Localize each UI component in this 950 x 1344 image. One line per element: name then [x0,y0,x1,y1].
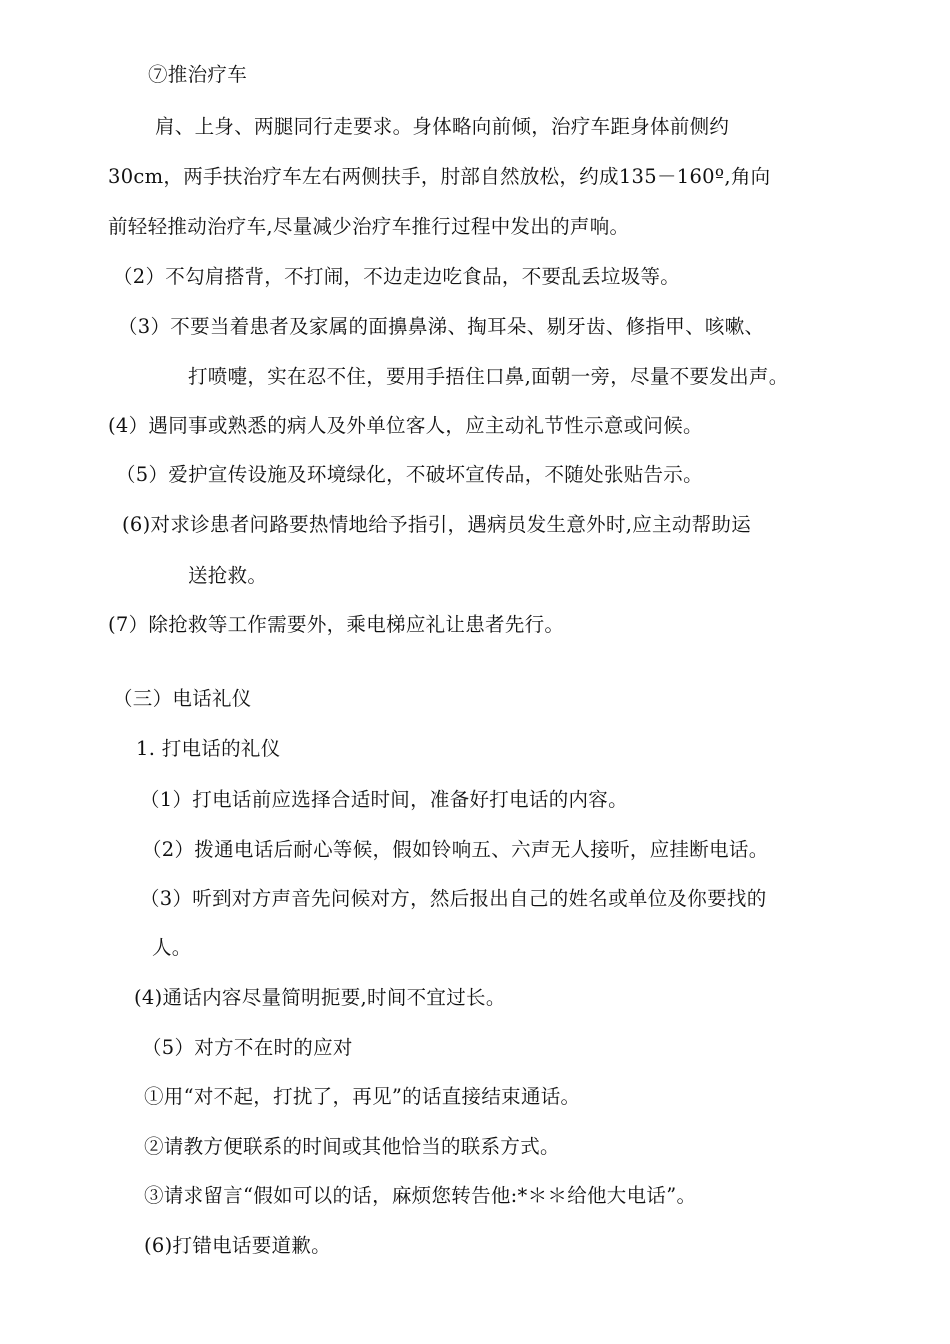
paragraph-cart-line-1: 肩、上身、两腿同行走要求。身体略向前倾，治疗车距身体前侧约 [155,115,730,138]
call-item-3-continued: 人。 [152,936,192,959]
call-item-2: （2）拨通电话后耐心等候，假如铃响五、六声无人接听，应挂断电话。 [142,838,769,861]
rule-item-3-continued: 打喷嚏，实在忍不住，要用手捂住口鼻,面朝一旁，尽量不要发出声。 [188,365,789,388]
call-item-3: （3）听到对方声音先问候对方，然后报出自己的姓名或单位及你要找的 [140,887,767,910]
paragraph-cart-line-3: 前轻轻推动治疗车,尽量减少治疗车推行过程中发出的声响。 [108,215,630,238]
call-item-5-sub-3: ③请求留言“假如可以的话，麻烦您转告他:*＊＊给他大电话”。 [144,1184,697,1207]
rule-item-3: （3）不要当着患者及家属的面擤鼻涕、掏耳朵、剔牙齿、修指甲、咳嗽、 [118,315,765,338]
rule-item-4: (4）遇同事或熟悉的病人及外单位客人，应主动礼节性示意或问候。 [108,414,703,437]
section-heading-phone: （三）电话礼仪 [113,687,252,710]
call-item-5-sub-2: ②请教方便联系的时间或其他恰当的联系方式。 [144,1135,560,1158]
rule-item-6: (6)对求诊患者问路要热情地给予指引，遇病员发生意外时,应主动帮助运 [122,513,752,536]
subsection-heading-calling: 1. 打电话的礼仪 [136,737,281,760]
rule-item-7: (7）除抢救等工作需要外，乘电梯应礼让患者先行。 [108,613,565,636]
call-item-4: (4)通话内容尽量简明扼要,时间不宜过长。 [134,986,506,1009]
rule-item-2: （2）不勾肩搭背，不打闹，不边走边吃食品，不要乱丢垃圾等。 [113,265,681,288]
call-item-5-sub-1: ①用“对不起，打扰了，再见”的话直接结束通话。 [144,1085,581,1108]
paragraph-cart-line-2: 30cm，两手扶治疗车左右两侧扶手，肘部自然放松，约成135－160º,角向 [108,165,771,188]
rule-item-5: （5）爱护宣传设施及环境绿化，不破坏宣传品，不随处张贴告示。 [116,463,703,486]
rule-item-6-continued: 送抢救。 [188,564,268,587]
call-item-1: （1）打电话前应选择合适时间，准备好打电话的内容。 [140,788,628,811]
item-push-cart-heading: ⑦推治疗车 [148,63,248,86]
call-item-6: (6)打错电话要道歉。 [144,1234,331,1257]
call-item-5: （5）对方不在时的应对 [142,1036,353,1059]
